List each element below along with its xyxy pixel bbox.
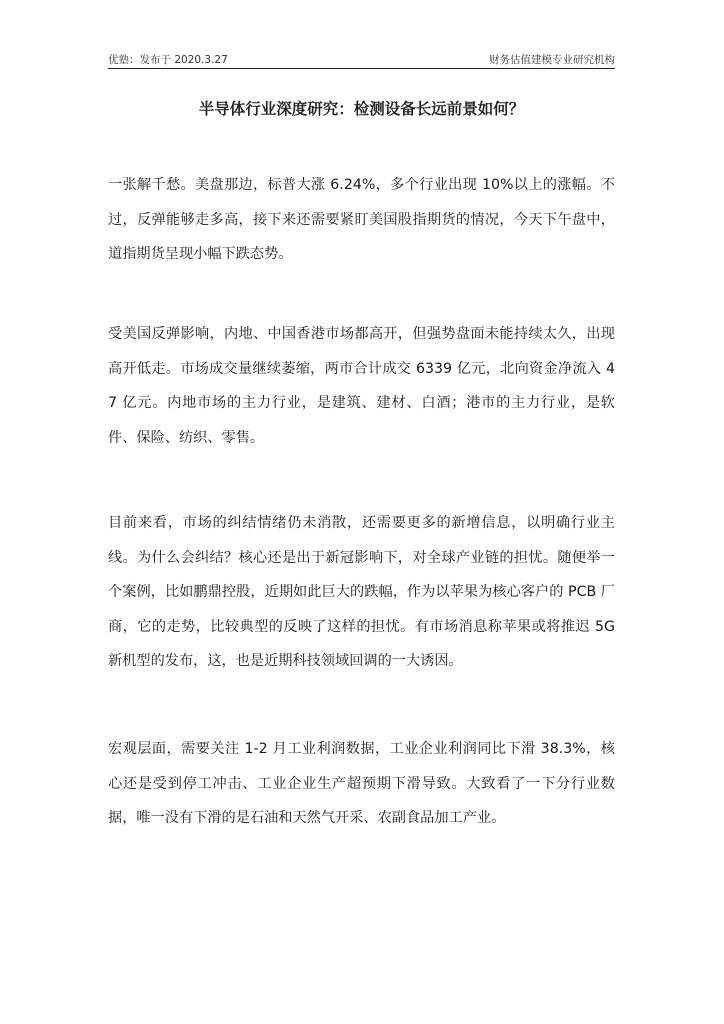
page-header (108, 52, 615, 68)
paragraph-1: 一张解千愁。美盘那边，标普大涨 6.24%，多个行业出现 10%以上的涨幅。不过，反弹能够走多高，接下来还需要紧盯美国股指期货的情况，今天下午盘中，道指期货呈现小幅下跌态势。 (108, 177, 615, 262)
paragraph-2: 受美国反弹影响，内地、中国香港市场都高开，但强势盘面未能持续太久，出现高开低走。市场成交量继续萎缩，两市合计成交 6339 亿元，北向资金净流入 47 亿元。内地市场的主力行业，是建筑、建材、白酒；港市的主力行业，是软件、保险、纺织、零售。 (108, 326, 615, 446)
paragraph-4: 宏观层面，需要关注 1-2 月工业利润数据，工业企业利润同比下滑 38.3%，核心还是受到停工冲击、工业企业生产超预期下滑导致。大致看了一下分行业数据，唯一没有下滑的是石油和天然气开采、农副食品加工产业。 (108, 741, 615, 826)
header-divider (108, 68, 615, 69)
article-title: 半导体行业深度研究：检测设备长远前景如何？ (198, 100, 525, 118)
paragraph-3: 目前来看，市场的纠结情绪仍未消散，还需要更多的新增信息，以明确行业主线。为什么会纠结？核心还是出于新冠影响下，对全球产业链的担忧。随便举一个案例，比如鹏鼎控股，近期如此巨大的跌幅，作为以苹果为核心客户的 PCB 厂商，它的走势，比较典型的反映了这样的担忧。有市场消息称苹果或将推迟 5G 新机型的发布，这，也是近期科技领域回调的一大诱因。 (108, 515, 615, 669)
header-publish-date: 优塾：发布于 2020.3.27 (108, 54, 228, 66)
header-organization: 财务估值建模专业研究机构 (489, 54, 615, 66)
